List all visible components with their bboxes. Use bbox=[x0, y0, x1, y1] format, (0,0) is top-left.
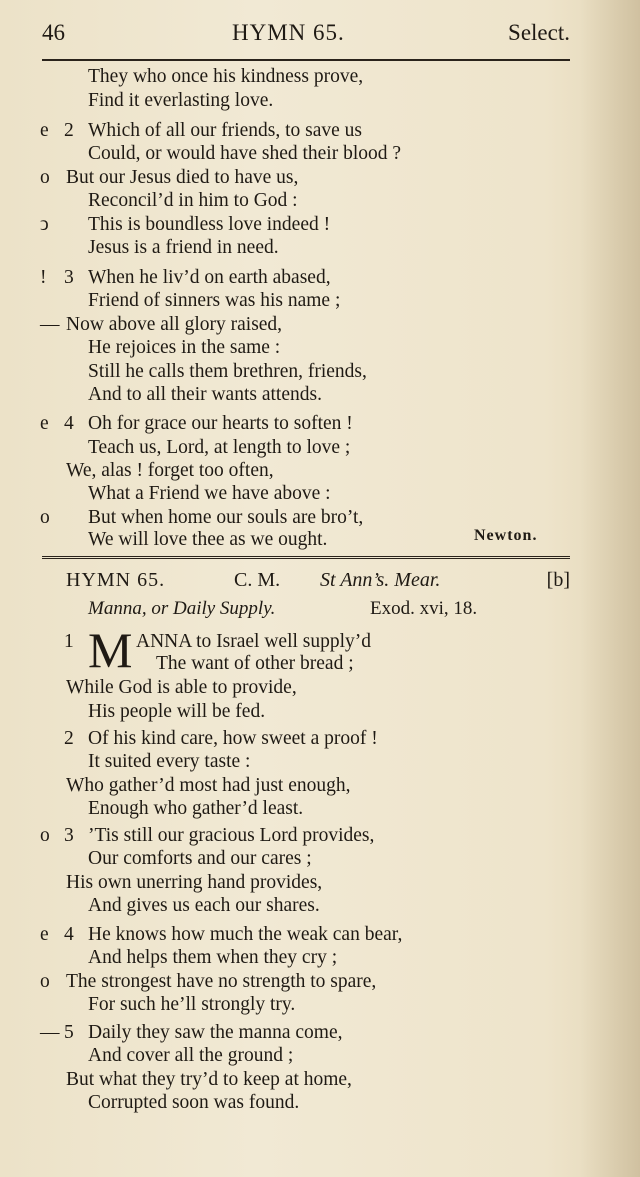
verse-line bbox=[0, 652, 600, 676]
verse-line bbox=[0, 750, 600, 774]
verse-text: Now above all glory raised, bbox=[66, 314, 283, 335]
stanza-number: 4 bbox=[64, 413, 74, 434]
verse-text: What a Friend we have above : bbox=[88, 483, 331, 504]
performance-mark: e bbox=[40, 120, 49, 141]
hymn-meter: C. M. bbox=[234, 569, 281, 591]
hymn-subtitle: Manna, or Daily Supply. bbox=[88, 598, 276, 619]
verse-line bbox=[0, 1068, 600, 1092]
verse-text: But what they try’d to keep at home, bbox=[66, 1069, 352, 1090]
page-header bbox=[42, 20, 570, 50]
verse-text: ’Tis still our gracious Lord provides, bbox=[88, 825, 375, 846]
stanza-number: 2 bbox=[64, 120, 74, 141]
verse-line bbox=[0, 360, 600, 384]
verse-line bbox=[0, 1044, 600, 1068]
drop-cap: M bbox=[88, 622, 133, 678]
verse-text: Could, or would have shed their blood ? bbox=[88, 143, 402, 164]
verse-text: This is boundless love indeed ! bbox=[88, 214, 331, 235]
verse-text: Find it everlasting love. bbox=[88, 90, 274, 111]
performance-mark: e bbox=[40, 924, 49, 945]
hymn-subtitle-line bbox=[88, 596, 568, 622]
performance-mark: o bbox=[40, 971, 50, 992]
header-rule bbox=[42, 59, 570, 61]
verse-text: They who once his kindness prove, bbox=[88, 66, 364, 87]
verse-line bbox=[0, 970, 600, 994]
verse-text: Our comforts and our cares ; bbox=[88, 848, 312, 869]
stanza-number: 1 bbox=[64, 631, 74, 652]
verse-line bbox=[0, 119, 600, 143]
verse-line bbox=[0, 946, 600, 970]
verse-line bbox=[0, 824, 600, 848]
verse-line bbox=[0, 236, 600, 260]
verse-text: The strongest have no strength to spare, bbox=[66, 971, 377, 992]
performance-mark: e bbox=[40, 413, 49, 434]
scripture-reference: Exod. xvi, 18. bbox=[370, 598, 478, 619]
verse-line bbox=[0, 482, 600, 506]
verse-text: Enough who gather’d least. bbox=[88, 798, 304, 819]
verse-line bbox=[0, 871, 600, 895]
verse-text: We will love thee as we ought. bbox=[88, 529, 328, 550]
verse-text: While God is able to provide, bbox=[66, 677, 297, 698]
hymn-tunes: St Ann’s. Mear. bbox=[320, 569, 441, 591]
verse-text: But our Jesus died to have us, bbox=[66, 167, 299, 188]
verse-line bbox=[0, 65, 600, 89]
verse-text: His people will be fed. bbox=[88, 701, 266, 722]
verse-line bbox=[0, 266, 600, 290]
stanza-number: 3 bbox=[64, 825, 74, 846]
verse-line bbox=[0, 459, 600, 483]
performance-mark: o bbox=[40, 825, 50, 846]
performance-mark: o bbox=[40, 167, 50, 188]
verse-line bbox=[0, 412, 600, 436]
verse-text: Teach us, Lord, at length to love ; bbox=[88, 437, 351, 458]
stanza-number: 3 bbox=[64, 267, 74, 288]
hymn-number: HYMN 65. bbox=[66, 569, 166, 591]
verse-line bbox=[0, 923, 600, 947]
verse-line bbox=[0, 336, 600, 360]
verse-text: Corrupted soon was found. bbox=[88, 1092, 300, 1113]
verse-line bbox=[0, 993, 600, 1017]
verse-text: When he liv’d on earth abased, bbox=[88, 267, 331, 288]
verse-text: Friend of sinners was his name ; bbox=[88, 290, 341, 311]
verse-text: Jesus is a friend in need. bbox=[88, 237, 279, 258]
verse-text: And cover all the ground ; bbox=[88, 1045, 294, 1066]
stanza-number: 4 bbox=[64, 924, 74, 945]
verse-text: The want of other bread ; bbox=[156, 653, 354, 674]
verse-line bbox=[0, 213, 600, 237]
verse-line bbox=[0, 847, 600, 871]
verse-text: But when home our souls are bro’t, bbox=[88, 507, 364, 528]
verse-text: Daily they saw the manna come, bbox=[88, 1022, 343, 1043]
hymn-flag: [b] bbox=[546, 569, 570, 591]
verse-line bbox=[0, 289, 600, 313]
stanza-number: 2 bbox=[64, 728, 74, 749]
verse-line bbox=[0, 797, 600, 821]
verse-line bbox=[0, 436, 600, 460]
performance-mark: — bbox=[40, 1022, 60, 1043]
verse-text: Which of all our friends, to save us bbox=[88, 120, 363, 141]
verse-text: He knows how much the weak can bear, bbox=[88, 924, 403, 945]
verse-line bbox=[0, 774, 600, 798]
performance-mark: — bbox=[40, 314, 60, 335]
verse-line bbox=[0, 727, 600, 751]
author-attribution: Newton. bbox=[474, 527, 538, 544]
stanza-number: 5 bbox=[64, 1022, 74, 1043]
verse-line bbox=[0, 166, 600, 190]
verse-line bbox=[0, 313, 600, 337]
verse-text: Reconcil’d in him to God : bbox=[88, 190, 298, 211]
verse-line bbox=[0, 894, 600, 918]
verse-line bbox=[0, 142, 600, 166]
performance-mark: ↄ bbox=[40, 214, 49, 235]
verse-text: And helps them when they cry ; bbox=[88, 947, 338, 968]
running-title: HYMN 65. bbox=[232, 20, 345, 45]
verse-text: Of his kind care, how sweet a proof ! bbox=[88, 728, 378, 749]
performance-mark: o bbox=[40, 507, 50, 528]
verse-text: Who gather’d most had just enough, bbox=[66, 775, 351, 796]
section-title: Select. bbox=[508, 20, 570, 45]
hymn-heading bbox=[66, 566, 570, 594]
verse-line bbox=[0, 189, 600, 213]
verse-line bbox=[0, 676, 600, 700]
verse-line bbox=[0, 1091, 600, 1115]
verse-text: Oh for grace our hearts to soften ! bbox=[88, 413, 353, 434]
verse-line bbox=[0, 89, 600, 113]
verse-text: And gives us each our shares. bbox=[88, 895, 320, 916]
verse-line bbox=[0, 630, 600, 654]
verse-text: Still he calls them brethren, friends, bbox=[88, 361, 367, 382]
performance-mark: ! bbox=[40, 267, 47, 288]
verse-text: We, alas ! forget too often, bbox=[66, 460, 274, 481]
verse-line bbox=[0, 700, 600, 724]
verse-text: ANNA to Israel well supply’d bbox=[136, 631, 372, 652]
verse-text: For such he’ll strongly try. bbox=[88, 994, 296, 1015]
verse-text: His own unerring hand provides, bbox=[66, 872, 323, 893]
verse-text: He rejoices in the same : bbox=[88, 337, 281, 358]
page-number: 46 bbox=[42, 20, 65, 45]
hymn-divider bbox=[42, 556, 570, 559]
verse-text: And to all their wants attends. bbox=[88, 384, 322, 405]
verse-text: It suited every taste : bbox=[88, 751, 251, 772]
verse-line bbox=[0, 1021, 600, 1045]
verse-line bbox=[0, 383, 600, 407]
